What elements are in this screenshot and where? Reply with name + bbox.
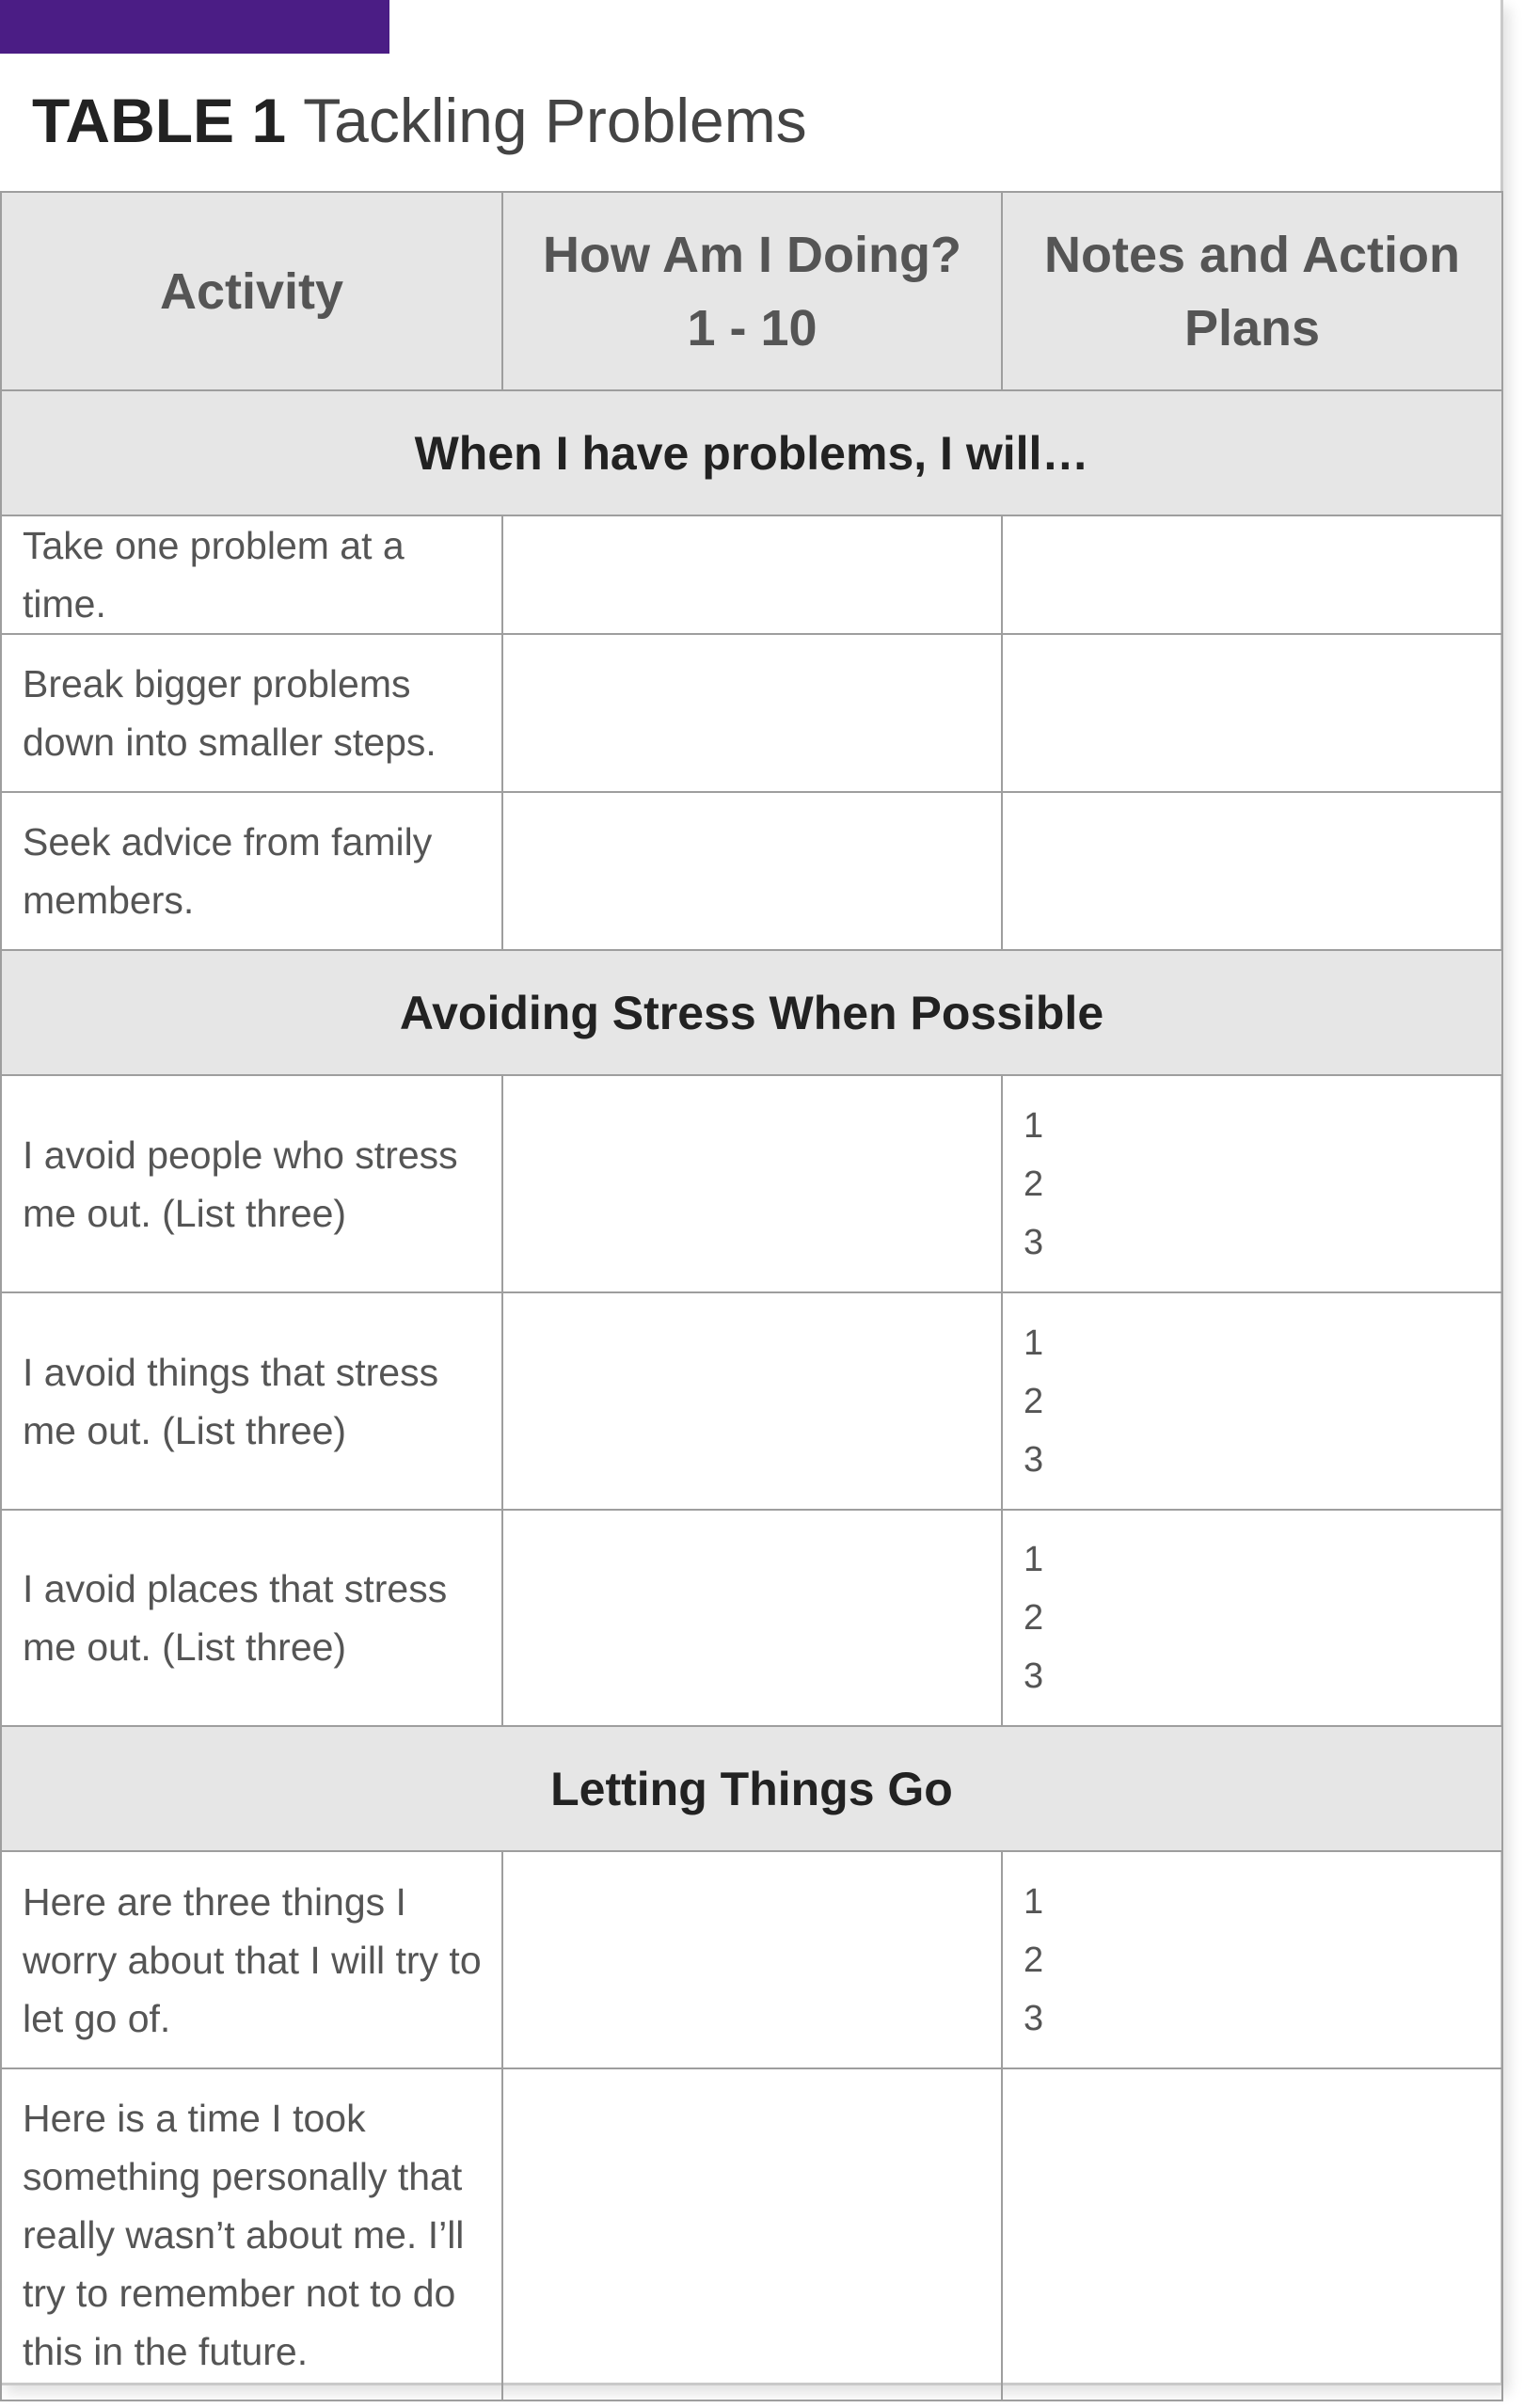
notes-cell[interactable] (1002, 1851, 1502, 2068)
table-row (1, 515, 1502, 634)
table-row (1, 792, 1502, 950)
activity-cell: Here are three things I worry about that I will try to let go of. (1, 1851, 502, 2068)
list-number: 1 (1024, 1105, 1044, 1146)
rating-cell[interactable] (502, 2068, 1002, 2400)
rating-cell[interactable] (502, 634, 1002, 792)
rating-cell[interactable] (502, 1851, 1002, 2068)
section-header-row (1, 390, 1502, 515)
list-number: 3 (1024, 1998, 1044, 2038)
table-row (1, 1292, 1502, 1510)
table-label: TABLE 1 (32, 86, 287, 155)
accent-bar (0, 0, 389, 54)
activity-cell: Take one problem at a time. (1, 515, 502, 634)
activity-cell: Here is a time I took something personally that really wasn’t about me. I’ll try to remember not to do this in the future. (1, 2068, 502, 2400)
notes-cell[interactable] (1002, 1292, 1502, 1510)
notes-cell[interactable] (1002, 634, 1502, 792)
activity-cell: Seek advice from family members. (1, 792, 502, 950)
notes-cell[interactable] (1002, 2068, 1502, 2400)
table-row (1, 1510, 1502, 1726)
table-row (1, 2068, 1502, 2400)
worksheet-table (0, 191, 1503, 2401)
rating-cell[interactable] (502, 1292, 1002, 1510)
rating-cell[interactable] (502, 515, 1002, 634)
list-number: 1 (1024, 1540, 1044, 1579)
list-number: 3 (1024, 1222, 1044, 1262)
header-row (1, 192, 1502, 390)
section-header-row (1, 950, 1502, 1075)
list-number: 3 (1024, 1656, 1044, 1696)
section-header-row (1, 1726, 1502, 1851)
activity-cell: Break bigger problems down into smaller steps. (1, 634, 502, 792)
section-heading: Letting Things Go (1, 1726, 1502, 1851)
column-header-notes: Notes and Action Plans (1002, 192, 1502, 390)
activity-cell: I avoid things that stress me out. (List three) (1, 1292, 502, 1510)
section-heading: When I have problems, I will… (1, 390, 1502, 515)
list-number: 1 (1024, 1323, 1044, 1363)
table-row (1, 1075, 1502, 1292)
table-title: Tackling Problems (303, 86, 807, 155)
list-number: 2 (1024, 1381, 1044, 1421)
list-number: 2 (1024, 1164, 1044, 1204)
rating-cell[interactable] (502, 1510, 1002, 1726)
notes-cell[interactable] (1002, 515, 1502, 634)
list-number: 1 (1024, 1881, 1044, 1922)
activity-cell: I avoid places that stress me out. (List three) (1, 1510, 502, 1726)
notes-cell[interactable] (1002, 1510, 1502, 1726)
table-row (1, 1851, 1502, 2068)
activity-cell: I avoid people who stress me out. (List three) (1, 1075, 502, 1292)
list-number: 2 (1024, 1940, 1044, 1980)
list-number: 2 (1024, 1598, 1044, 1638)
notes-cell[interactable] (1002, 1075, 1502, 1292)
notes-cell[interactable] (1002, 792, 1502, 950)
rating-cell[interactable] (502, 1075, 1002, 1292)
table-row (1, 634, 1502, 792)
rating-cell[interactable] (502, 792, 1002, 950)
column-header-rating: How Am I Doing? 1 - 10 (502, 192, 1002, 390)
section-heading: Avoiding Stress When Possible (1, 950, 1502, 1075)
column-header-activity: Activity (1, 192, 502, 390)
list-number: 3 (1024, 1439, 1044, 1480)
page-title (32, 83, 807, 158)
